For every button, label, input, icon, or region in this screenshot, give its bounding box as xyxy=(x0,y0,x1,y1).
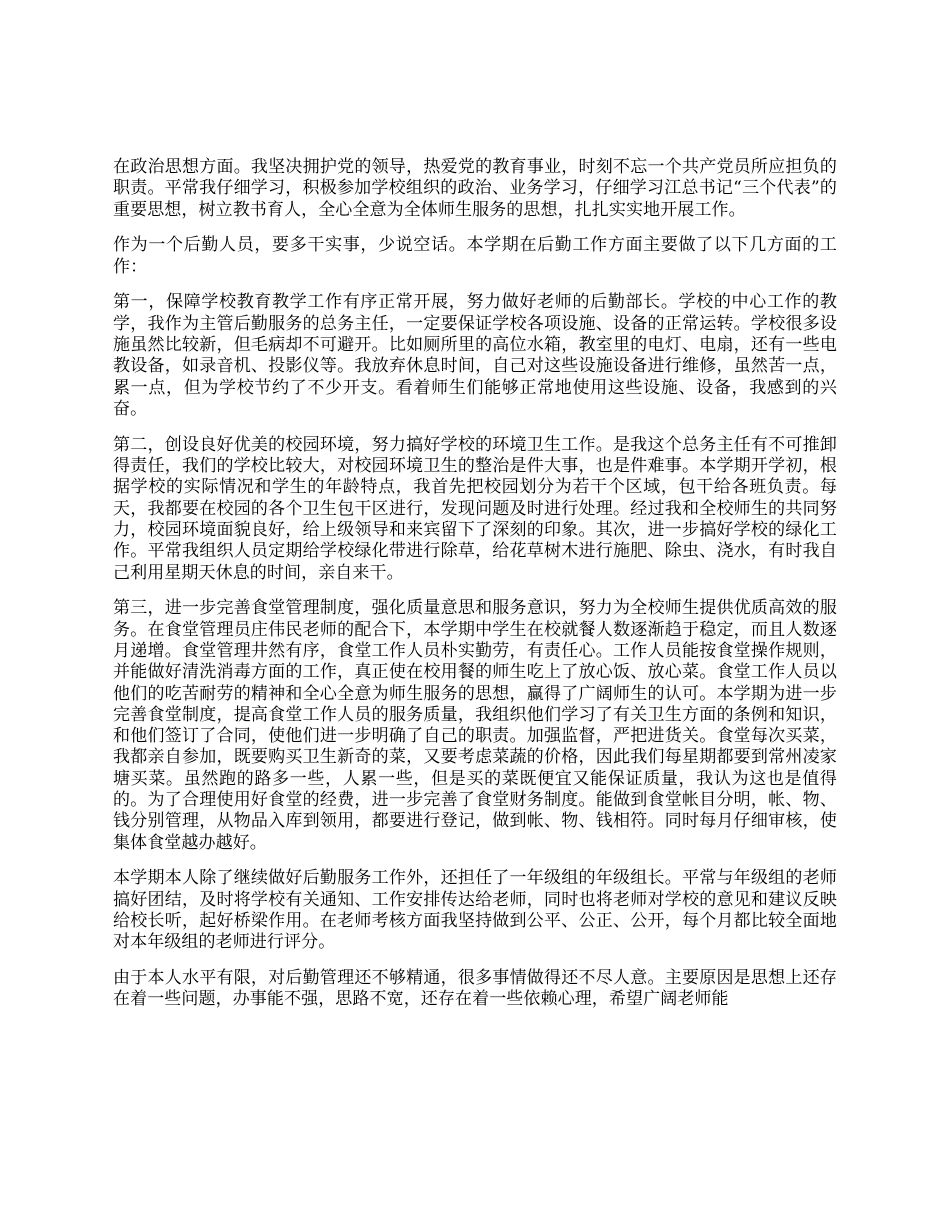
paragraph-logistics-intro: 作为一个后勤人员，要多干实事，少说空话。本学期在后勤工作方面主要做了以下几方面的工作： xyxy=(113,235,837,277)
document-body xyxy=(113,157,837,1025)
paragraph-political-thought: 在政治思想方面。我坚决拥护党的领导，热爱党的教育事业，时刻不忘一个共产党员所应担负的职责。平常我仔细学习，积极参加学校组织的政治、业务学习，仔细学习江总书记“三个代表”的重要思想，树立教书育人，全心全意为全体师生服务的思想，扎扎实实地开展工作。 xyxy=(113,157,837,220)
paragraph-first-facilities: 第一，保障学校教育教学工作有序正常开展，努力做好老师的后勤部长。学校的中心工作的教学，我作为主管后勤服务的总务主任，一定要保证学校各项设施、设备的正常运转。学校很多设施虽然比较新，但毛病却不可避开。比如厕所里的高位水箱，教室里的电灯、电扇，还有一些电教设备，如录音机、投影仪等。我放弃休息时间，自己对这些设施设备进行维修，虽然苦一点，累一点，但为学校节约了不少开支。看着师生们能够正常地使用这些设施、设备，我感到的兴奋。 xyxy=(113,292,837,419)
paragraph-second-environment: 第二，创设良好优美的校园环境，努力搞好学校的环境卫生工作。是我这个总务主任有不可推卸得责任，我们的学校比较大，对校园环境卫生的整治是件大事，也是件难事。本学期开学初，根据学校的实际情况和学生的年龄特点，我首先把校园划分为若干个区域，包干给各班负责。每天，我都要在校园的各个卫生包干区进行，发现问题及时进行处理。经过我和全校师生的共同努力，校园环境面貌良好，给上级领导和来宾留下了深刻的印象。其次，进一步搞好学校的绿化工作。平常我组织人员定期给学校绿化带进行除草，给花草树木进行施肥、除虫、浇水，有时我自己利用星期天休息的时间，亲自来干。 xyxy=(113,434,837,583)
paragraph-shortcomings: 由于本人水平有限，对后勤管理还不够精通，很多事情做得还不尽人意。主要原因是思想上还存在着一些问题，办事能不强，思路不宽，还存在着一些依赖心理，希望广阔老师能 xyxy=(113,968,837,1010)
paragraph-third-canteen: 第三，进一步完善食堂管理制度，强化质量意思和服务意识，努力为全校师生提供优质高效的服务。在食堂管理员庄伟民老师的配合下，本学期中学生在校就餐人数逐渐趋于稳定，而且人数逐月递增。食堂管理井然有序，食堂工作人员朴实勤劳，有责任心。工作人员能按食堂操作规则，并能做好清洗消毒方面的工作，真正使在校用餐的师生吃上了放心饭、放心菜。食堂工作人员以他们的吃苦耐劳的精神和全心全意为师生服务的思想，赢得了广阔师生的认可。本学期为进一步完善食堂制度，提高食堂工作人员的服务质量，我组织他们学习了有关卫生方面的条例和知识，和他们签订了合同，使他们进一步明确了自己的职责。加强监督，严把进货关。食堂每次买菜，我都亲自参加，既要购买卫生新奇的菜，又要考虑菜蔬的价格，因此我们每星期都要到常州凌家塘买菜。虽然跑的路多一些，人累一些，但是买的菜既便宜又能保证质量，我认为这也是值得的。为了合理使用好食堂的经费，进一步完善了食堂财务制度。能做到食堂帐目分明，帐、物、钱分别管理，从物品入库到领用，都要进行登记，做到帐、物、钱相符。同时每月仔细审核，使集体食堂越办越好。 xyxy=(113,598,837,853)
paragraph-grade-leader: 本学期本人除了继续做好后勤服务工作外，还担任了一年级组的年级组长。平常与年级组的老师搞好团结，及时将学校有关通知、工作安排传达给老师，同时也将老师对学校的意见和建议反映给校长听，起好桥梁作用。在老师考核方面我坚持做到公平、公正、公开，每个月都比较全面地对本年级组的老师进行评分。 xyxy=(113,868,837,953)
